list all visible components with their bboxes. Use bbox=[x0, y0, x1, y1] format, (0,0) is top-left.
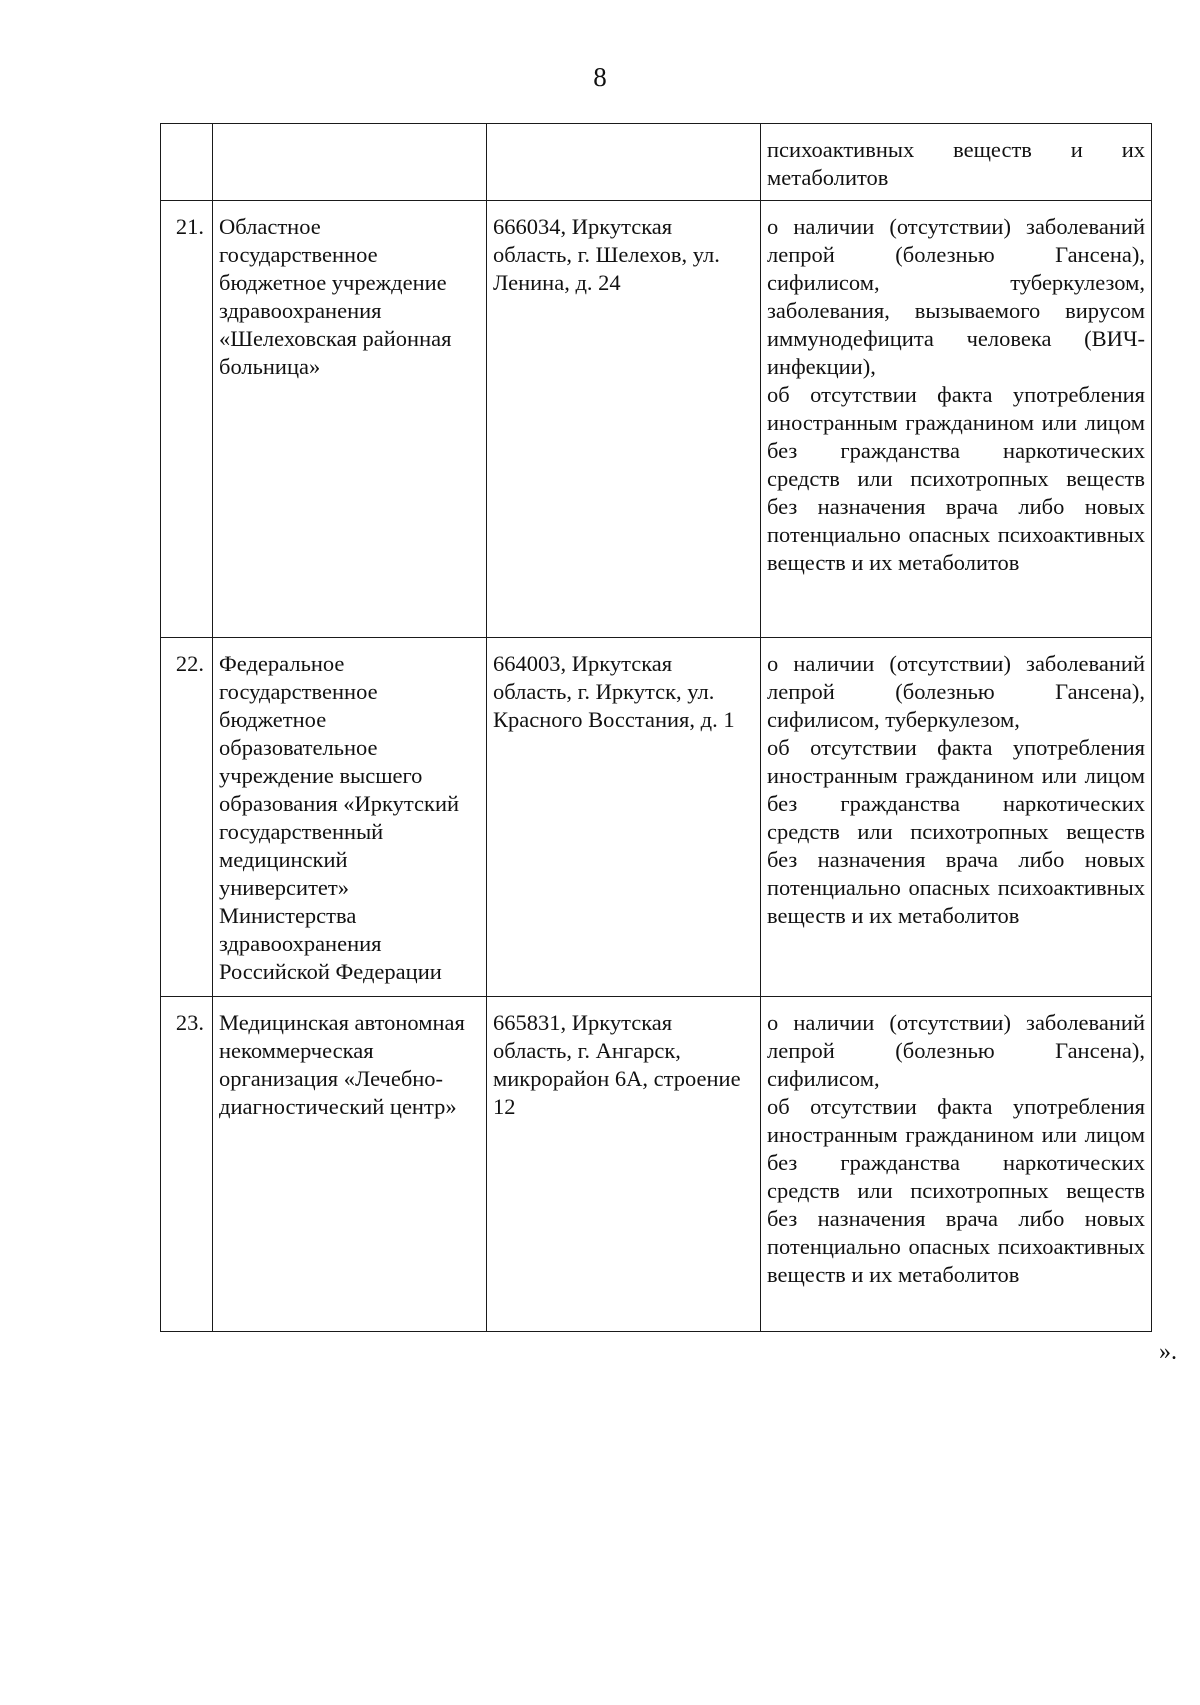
organization-address: 664003, Иркутская область, г. Иркутск, ул. Красного Восстания, д. 1 bbox=[487, 638, 761, 997]
table-row bbox=[161, 638, 1152, 997]
row-number bbox=[161, 124, 213, 201]
organization-address: 665831, Иркутская область, г. Ангарск, микрорайон 6А, строение 12 bbox=[487, 997, 761, 1332]
organization-address: 666034, Иркутская область, г. Шелехов, ул. Ленина, д. 24 bbox=[487, 201, 761, 638]
organization-name: Федеральное государственное бюджетное образовательное учреждение высшего образования «Иркутский государственный медицинский университет» Министерства здравоохранения Российской Федерации bbox=[213, 638, 487, 997]
description-text: о наличии (отсутствии) заболеваний лепрой (болезнью Гансена), сифилисом, туберкулезом, bbox=[767, 651, 1145, 732]
description-text: об отсутствии факта употребления иностранным гражданином или лицом без гражданства наркотических средств или психотропных веществ без назначения врача либо новых потенциально опасных психоактивных веществ и их метаболитов bbox=[767, 735, 1145, 928]
organization-name: Медицинская автономная некоммерческая организация «Лечебно-диагностический центр» bbox=[213, 997, 487, 1332]
certificate-description bbox=[761, 201, 1152, 638]
table-row bbox=[161, 124, 1152, 201]
row-number: 23. bbox=[161, 997, 213, 1332]
organizations-table bbox=[160, 123, 1152, 1332]
row-number: 22. bbox=[161, 638, 213, 997]
description-text: психоактивных веществ и их метаболитов bbox=[767, 137, 1145, 190]
page-number: 8 bbox=[593, 62, 607, 92]
table-row bbox=[161, 201, 1152, 638]
description-text: об отсутствии факта употребления иностранным гражданином или лицом без гражданства наркотических средств или психотропных веществ без назначения врача либо новых потенциально опасных психоактивных веществ и их метаболитов bbox=[767, 382, 1145, 575]
closing-quote-mark: ». bbox=[1159, 1339, 1177, 1365]
certificate-description bbox=[761, 124, 1152, 201]
description-text: о наличии (отсутствии) заболеваний лепрой (болезнью Гансена), сифилисом, туберкулезом, заболевания, вызываемого вирусом иммунодефицита человека (ВИЧ-инфекции), bbox=[767, 214, 1145, 379]
row-number: 21. bbox=[161, 201, 213, 638]
description-text: об отсутствии факта употребления иностранным гражданином или лицом без гражданства наркотических средств или психотропных веществ без назначения врача либо новых потенциально опасных психоактивных веществ и их метаболитов bbox=[767, 1094, 1145, 1287]
table-row bbox=[161, 997, 1152, 1332]
certificate-description bbox=[761, 638, 1152, 997]
organization-name bbox=[213, 124, 487, 201]
organization-name: Областное государственное бюджетное учреждение здравоохранения «Шелеховская районная больница» bbox=[213, 201, 487, 638]
certificate-description bbox=[761, 997, 1152, 1332]
description-text: о наличии (отсутствии) заболеваний лепрой (болезнью Гансена), сифилисом, bbox=[767, 1010, 1145, 1091]
organization-address bbox=[487, 124, 761, 201]
